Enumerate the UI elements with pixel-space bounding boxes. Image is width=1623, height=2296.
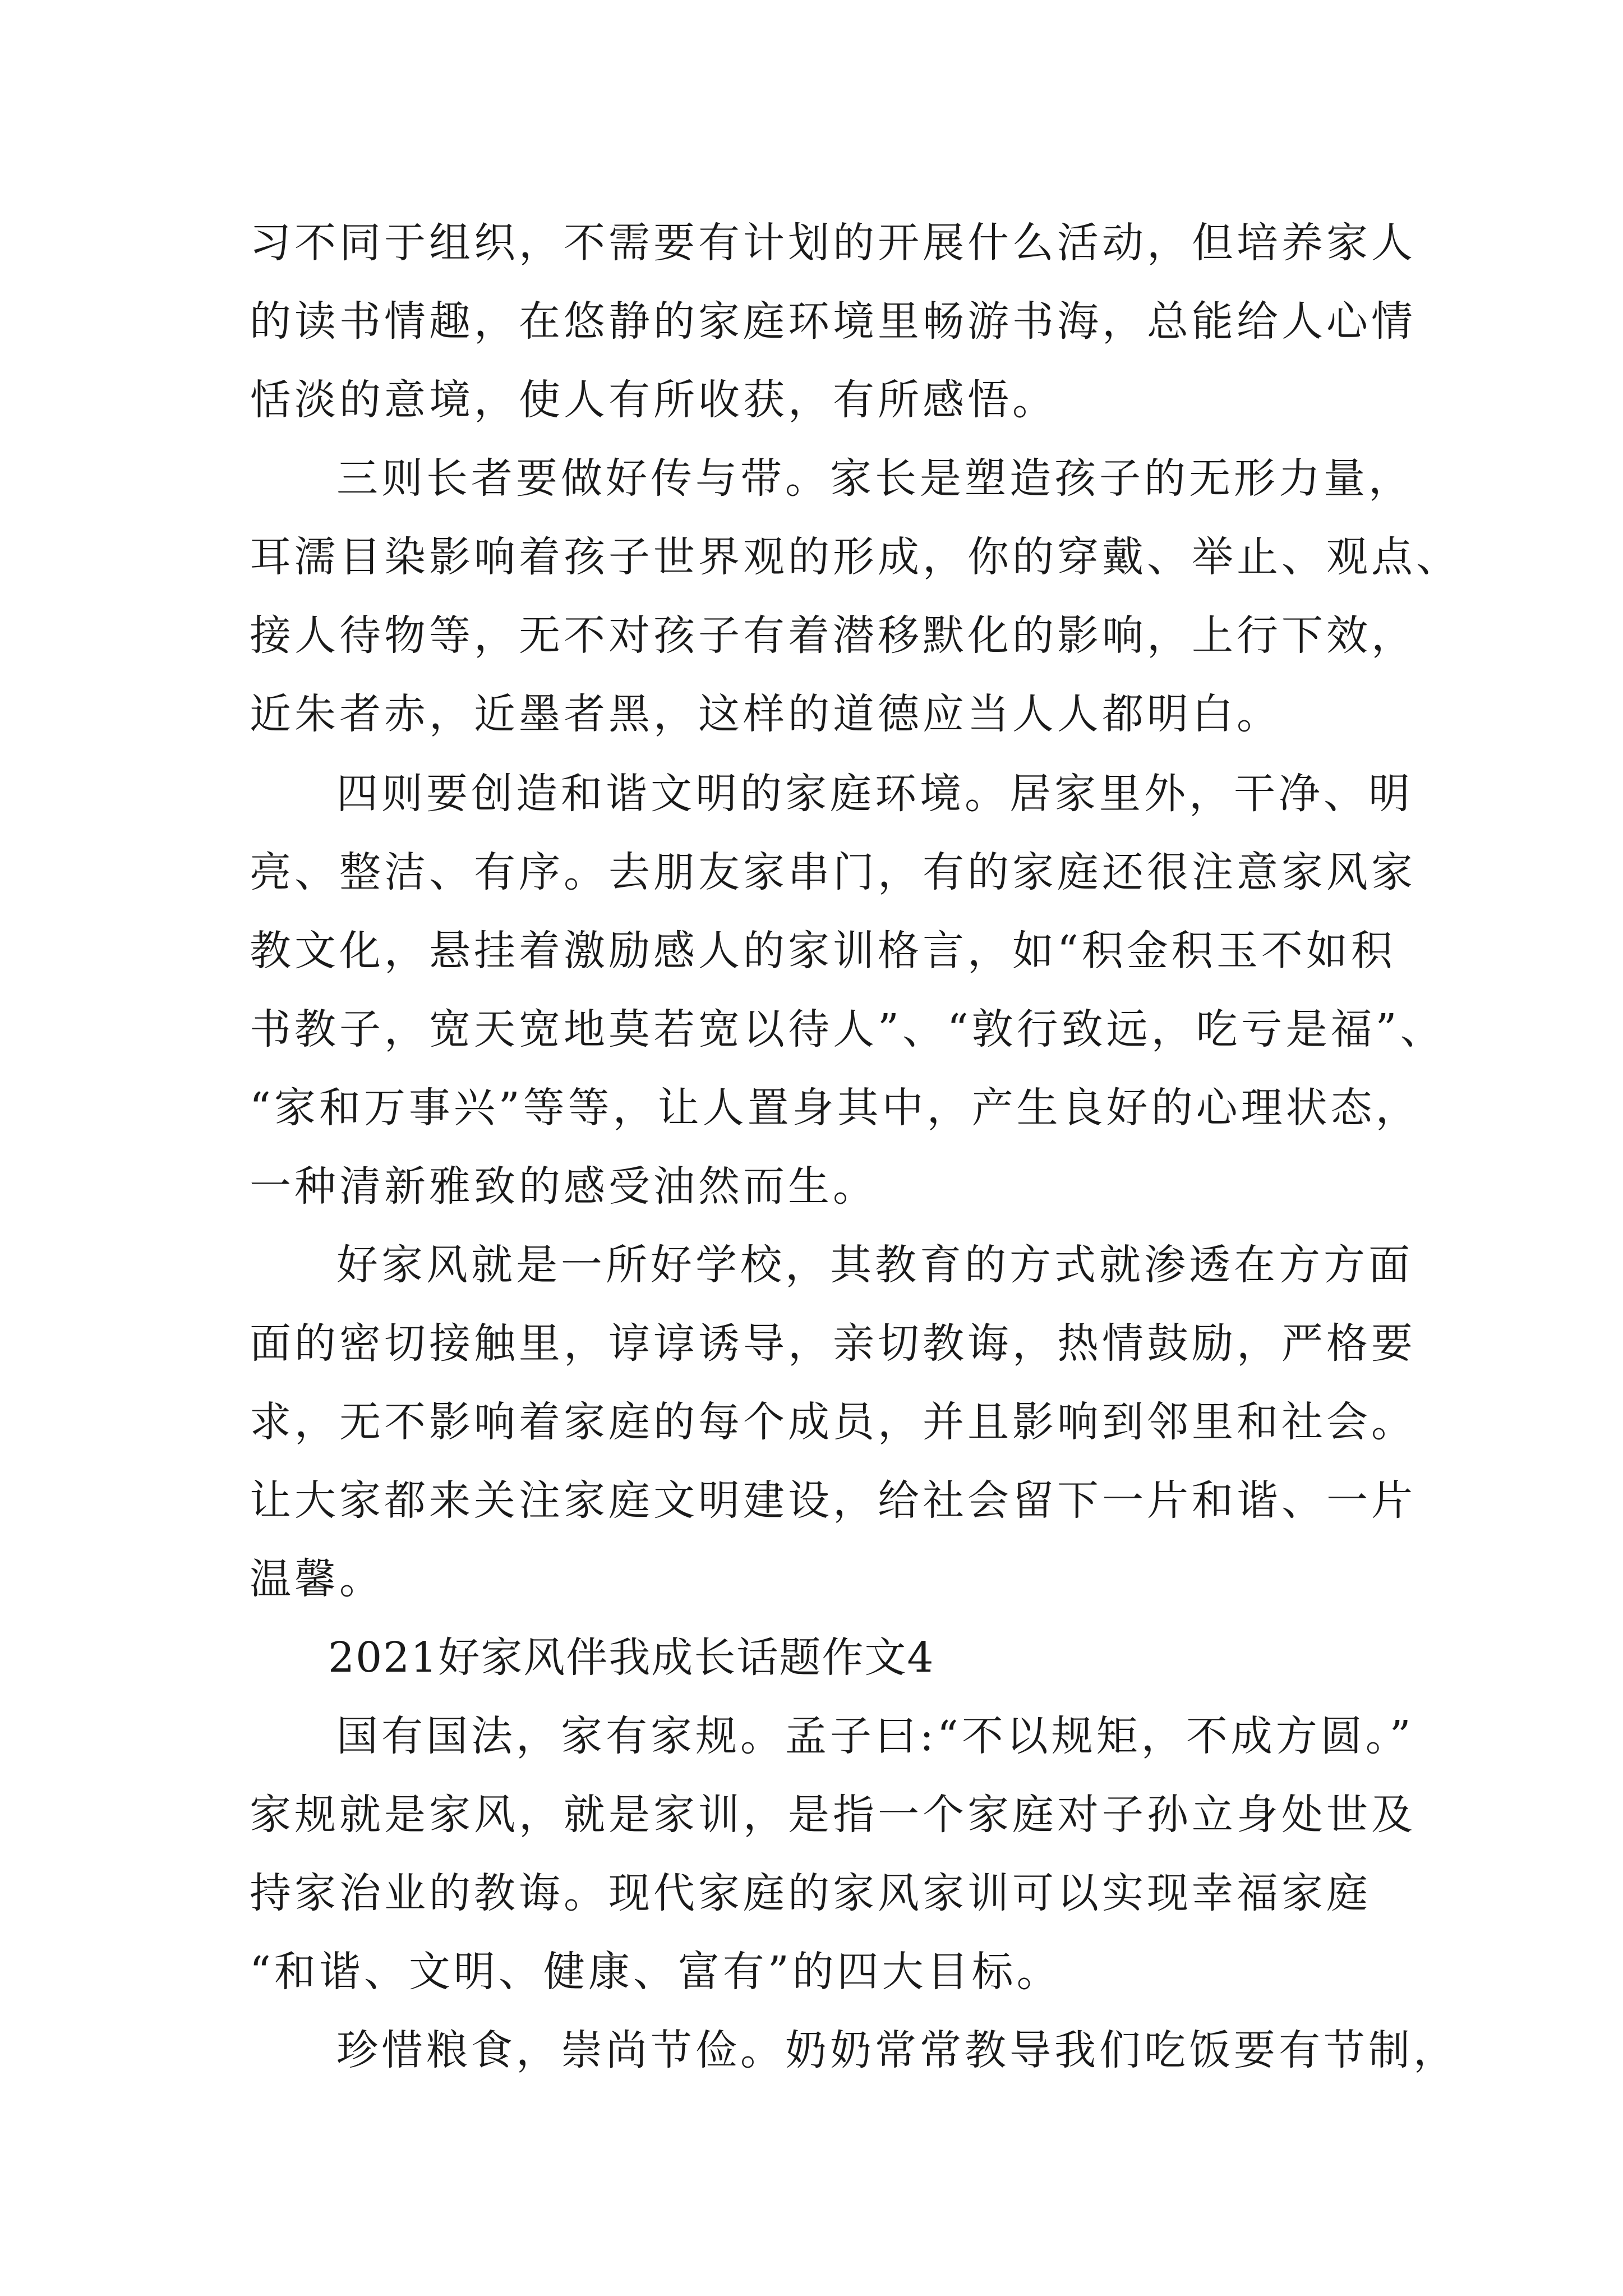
text-line: 恬淡的意境，使人有所收获，有所感悟。 xyxy=(250,376,1057,424)
text-line: 接人待物等，无不对孩子有着潜移默化的影响，上行下效， xyxy=(250,611,1416,660)
text-line: 温馨。 xyxy=(250,1555,384,1603)
text-line: 面的密切接触里，谆谆诱导，亲切教诲，热情鼓励，严格要 xyxy=(250,1319,1416,1368)
text-line: 的读书情趣，在悠静的家庭环境里畅游书海，总能给人心情 xyxy=(250,297,1416,346)
text-line: 让大家都来关注家庭文明建设，给社会留下一片和谐、一片 xyxy=(250,1476,1416,1525)
paragraph-start-line: 四则要创造和谐文明的家庭环境。居家里外，干净、明 xyxy=(336,770,1413,818)
paragraph-start-line: 珍惜粮食，崇尚节俭。奶奶常常教导我们吃饭要有节制， xyxy=(336,2026,1458,2074)
text-line: 近朱者赤，近墨者黑，这样的道德应当人人都明白。 xyxy=(250,690,1281,738)
text-line: 耳濡目染影响着孩子世界观的形成，你的穿戴、举止、观点、 xyxy=(250,533,1461,581)
text-line: 持家治业的教诲。现代家庭的家风家训可以实现幸福家庭 xyxy=(250,1869,1371,1917)
text-line: 亮、整洁、有序。去朋友家串门，有的家庭还很注意家风家 xyxy=(250,848,1416,896)
section-heading: 2021好家风伴我成长话题作文4 xyxy=(328,1634,935,1682)
text-line: 一种清新雅致的感受油然而生。 xyxy=(250,1162,878,1211)
text-line: “家和万事兴”等等，让人置身其中，产生良好的心理状态， xyxy=(250,1084,1421,1132)
paragraph-start-line: 三则长者要做好传与带。家长是塑造孩子的无形力量， xyxy=(336,454,1413,503)
text-line: 习不同于组织，不需要有计划的开展什么活动，但培养家人 xyxy=(250,219,1416,267)
text-line: 书教子，宽天宽地莫若宽以待人”、“敦行致远，吃亏是福”、 xyxy=(250,1005,1445,1053)
text-line: 家规就是家风，就是家训，是指一个家庭对子孙立身处世及 xyxy=(250,1791,1416,1839)
text-line: 求，无不影响着家庭的每个成员，并且影响到邻里和社会。 xyxy=(250,1398,1416,1446)
text-line: “和谐、文明、健康、富有”的四大目标。 xyxy=(250,1948,1062,1996)
text-line: 教文化，悬挂着激励感人的家训格言，如“积金积玉不如积 xyxy=(250,927,1396,975)
paragraph-start-line: 国有国法，家有家规。孟子曰:“不以规矩，不成方圆。” xyxy=(336,1712,1414,1760)
paragraph-start-line: 好家风就是一所好学校，其教育的方式就渗透在方方面 xyxy=(336,1241,1413,1289)
